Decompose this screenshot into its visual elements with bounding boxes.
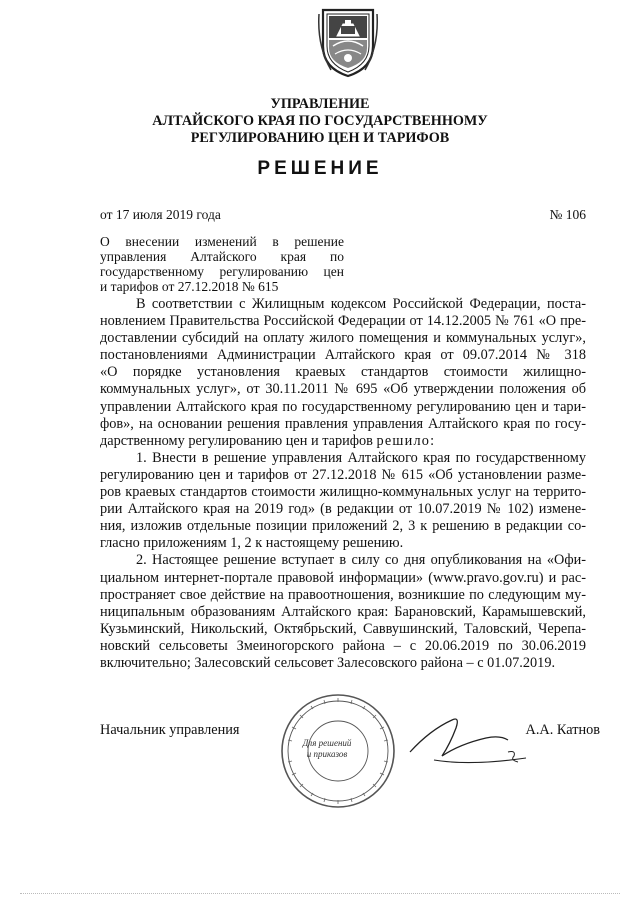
- org-name-line-2: АЛТАЙСКОГО КРАЯ ПО ГОСУДАРСТВЕННОМУ: [152, 113, 488, 129]
- org-name-line-3: РЕГУЛИРОВАНИЮ ЦЕН И ТАРИФОВ: [190, 130, 450, 146]
- body-line: Кузьминский, Никольский, Октябрьский, Саввушинский, Таловский, Черепа-: [100, 620, 586, 637]
- body-line: гласно приложениям 1, 2 к настоящему решению.: [100, 535, 404, 552]
- document-type-title: РЕШЕНИЕ: [257, 158, 383, 179]
- org-name-line-1: УПРАВЛЕНИЕ: [270, 96, 370, 112]
- document-date: от 17 июля 2019 года: [100, 207, 221, 222]
- body-line: 2. Настоящее решение вступает в силу со дня опубликования на «Офи-: [136, 552, 586, 569]
- body-line: пространяет свое действие на правоотношения, возникшие по следующим му-: [100, 586, 586, 603]
- subject-line: государственному регулированию цен: [100, 264, 344, 279]
- body-line: В соответствии с Жилищным кодексом Российской Федерации, поста-: [136, 296, 586, 312]
- body-line: постановлениями Администрации Алтайского края от 09.07.2014 № 318: [100, 347, 586, 364]
- document-body: [100, 296, 586, 672]
- resolved-word: решило:: [376, 432, 436, 449]
- seal-text-line-1: Для решений: [302, 738, 352, 748]
- body-line: ния, изложив отдельные позиции приложений 2, 3 к решению в редакции со-: [100, 518, 586, 535]
- body-line: новлением Правительства Российской Федерации от 14.12.2005 № 761 «О пре-: [100, 313, 586, 330]
- body-line: ров краевых стандартов стоимости жилищно-коммунальных услуг на террито-: [100, 484, 586, 501]
- body-line: регулированию цен и тарифов от 27.12.2018 № 615 «Об установлении разме-: [100, 466, 586, 483]
- seal-center-text: [292, 738, 362, 760]
- handwritten-signature: [390, 700, 540, 780]
- body-line: [100, 433, 586, 450]
- document-number: № 106: [549, 207, 586, 222]
- body-line: ниципальным образованиям Алтайского края: Барановский, Карамышевский,: [100, 603, 586, 620]
- coat-of-arms-emblem: [317, 6, 379, 78]
- body-line: циальном интернет-портале правовой информации» (www.pravo.gov.ru) и рас-: [100, 569, 586, 586]
- seal-text-line-2: и приказов: [306, 749, 348, 759]
- subject-line: О внесении изменений в решение: [100, 234, 344, 249]
- subject-line: и тарифов от 27.12.2018 № 615: [100, 279, 279, 294]
- signatory-position: Начальник управления: [100, 722, 240, 738]
- body-line: управлении Алтайского края по государственному регулированию цен и тари-: [100, 398, 586, 415]
- body-line: коммунальных услуг», от 30.11.2011 № 695 «Об утверждении положения об: [100, 381, 586, 398]
- signatory-name: А.А. Катнов: [525, 722, 600, 738]
- body-line: новский сельсоветы Змеиногорского района – с 20.06.2019 по 30.06.2019: [100, 637, 586, 654]
- body-line: включительно; Залесовский сельсовет Залесовского района – с 01.07.2019.: [100, 654, 556, 671]
- body-line: «О порядке установления краевых стандартов стоимости жилищно-: [100, 364, 586, 381]
- body-line-text: дарственному регулированию цен и тарифов: [100, 432, 373, 449]
- document-subject: [100, 234, 344, 294]
- body-line: фов», на основании решения правления управления Алтайского края по госу-: [100, 415, 586, 432]
- body-line: рии Алтайского края на 2019 год» (в редакции от 10.07.2019 № 102) измене-: [100, 501, 586, 518]
- body-line: доставлении субсидий на оплату жилого помещения и коммунальных услуг»,: [100, 330, 586, 347]
- page-bottom-edge: [20, 893, 620, 894]
- subject-line: управления Алтайского края по: [100, 249, 344, 264]
- body-line: 1. Внести в решение управления Алтайского края по государственному: [136, 449, 586, 466]
